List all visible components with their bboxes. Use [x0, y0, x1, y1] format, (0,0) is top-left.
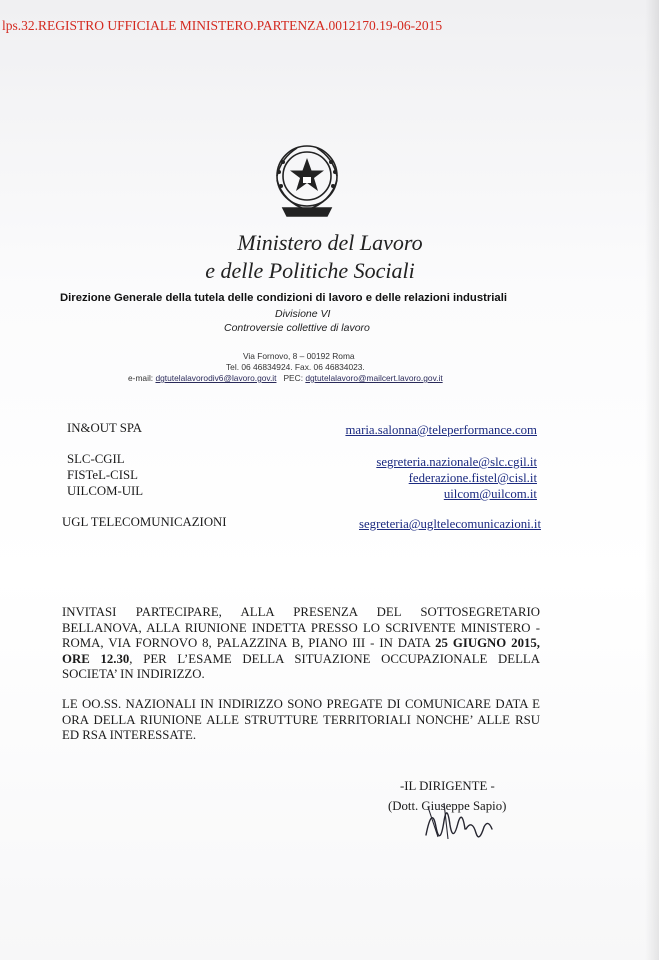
direzione-generale: Direzione Generale della tutela delle condizioni di lavoro e delle relazioni industriali: [60, 292, 507, 304]
body-text-segment: , PER L’ESAME DELLA SITUAZIONE OCCUPAZIONALE DELLA SOCIETA’ IN INDIRIZZO.: [62, 651, 540, 682]
pec-label: PEC:: [283, 373, 304, 383]
divisione: Divisione VI: [275, 308, 331, 320]
recipient-name: FISTeL-CISL: [67, 468, 138, 482]
recipient-name: UILCOM-UIL: [67, 484, 144, 498]
address: Via Fornovo, 8 – 00192 Roma: [243, 351, 355, 361]
ministry-email-link[interactable]: dgtutelalavorodiv6@lavoro.gov.it: [155, 373, 277, 383]
meeting-date-time: 25 GIUGNO 2015, ORE 12.30: [62, 636, 540, 666]
page-edge-shadow: [645, 0, 659, 960]
recipient-email-link[interactable]: maria.salonna@teleperformance.com: [345, 423, 537, 437]
body-paragraph-invitation: [62, 605, 540, 683]
phone-fax: Tel. 06 46834924. Fax. 06 46834023.: [226, 362, 365, 372]
email-label: e-mail:: [128, 373, 154, 383]
signatory-title: -IL DIRIGENTE -: [400, 779, 495, 793]
recipient-name: SLC-CGIL: [67, 452, 125, 466]
recipient-email-link[interactable]: uilcom@uilcom.it: [443, 487, 537, 501]
contact-emails: [128, 373, 443, 383]
body-text-segment: INVITASI PARTECIPARE, ALLA PRESENZA DEL SOTTOSEGRETARIO BELLANOVA, ALLA RIUNIONE INDETTA PRESSO LO SCRIVENTE MINISTERO - ROMA, VIA FORNOVO 8, PALAZZINA B, PIANO III - IN DATA: [62, 605, 540, 651]
recipient-email-link[interactable]: segreteria@ugltelecomunicazioni.it: [359, 517, 541, 531]
signatory-name: (Dott. Giuseppe Sapio): [388, 799, 507, 813]
recipient-name: UGL TELECOMUNICAZIONI: [62, 515, 227, 529]
recipient-email-link[interactable]: federazione.fistel@cisl.it: [408, 471, 537, 485]
protocol-stamp: lps.32.REGISTRO UFFICIALE MINISTERO.PARTENZA.0012170.19-06-2015: [2, 18, 443, 33]
body-paragraph-request: LE OO.SS. NAZIONALI IN INDIRIZZO SONO PREGATE DI COMUNICARE DATA E ORA DELLA RIUNIONE ALLE STRUTTURE TERRITORIALI NONCHE’ ALLE RSU ED RSA INTERESSATE.: [62, 697, 540, 743]
ministry-name-line2: e delle Politiche Sociali: [205, 258, 415, 283]
recipient-email-link[interactable]: segreteria.nazionale@slc.cgil.it: [376, 455, 537, 469]
handwritten-signature: [420, 795, 500, 850]
controversie: Controversie collettive di lavoro: [224, 322, 370, 334]
recipient-name: IN&OUT SPA: [67, 421, 143, 435]
ministry-name-line1: Ministero del Lavoro: [237, 230, 423, 255]
ministry-pec-link[interactable]: dgtutelalavoro@mailcert.lavoro.gov.it: [305, 373, 443, 383]
italian-republic-emblem-icon: [263, 136, 351, 222]
